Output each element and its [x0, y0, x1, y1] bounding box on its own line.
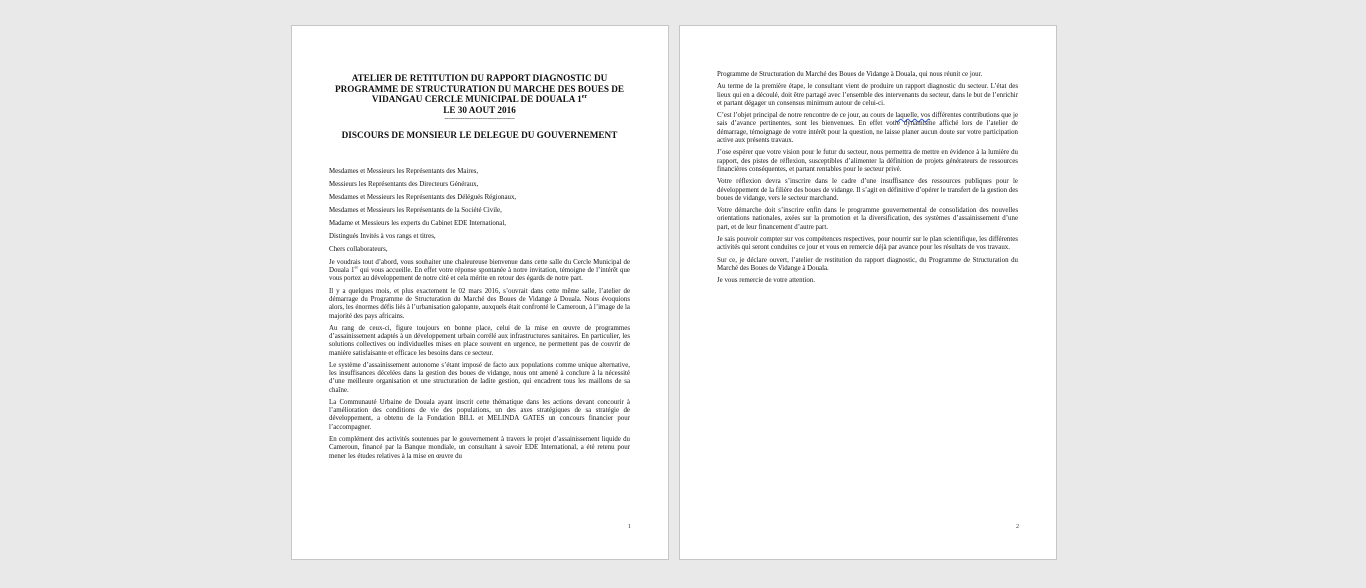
paragraph: Votre réflexion devra s’inscrire dans le cadre d’une insuffisance des ressources publiques pour le développement de la filière des boues de vidange. Il s’agit en définitive d’opérer le transfert de la gestion des boues de vidange, vers le secteur marchand.: [717, 178, 1018, 202]
speech-subtitle: DISCOURS DE MONSIEUR LE DELEGUE DU GOUVERNEMENT: [341, 130, 618, 141]
paragraph: Au terme de la première étape, le consultant vient de produire un rapport diagnostic du secteur. L’état des lieux qui en a découlé, doit être partagé avec l’ensemble des intervenants du secteur, dans le but de l’enrichir et partant dégager un consensus minimum autour de celui-ci.: [717, 83, 1018, 107]
salutation-line: Mesdames et Messieurs les Représentants des Délégués Régionaux,: [329, 193, 517, 201]
paragraph: En complément des activités soutenues par le gouvernement à travers le projet d’assainissement liquide du Cameroun, financé par la Banque mondiale, un consultant à savoir EDE International, a été retenu pour mener les études relatives à la mise en œuvre du: [329, 435, 630, 460]
salutation-line: Messieurs les Représentants des Directeurs Généraux,: [329, 180, 479, 188]
paragraph: [329, 259, 630, 284]
page-1-content: [329, 73, 630, 465]
title-date: LE 30 AOUT 2016: [443, 104, 516, 115]
paragraph-text: Je voudrais tout d’abord, vous souhaiter une chaleureuse bienvenue dans cette salle du Cercle Municipal de Douala 1: [329, 258, 630, 275]
paragraph: Il y a quelques mois, et plus exactement le 02 mars 2016, s’ouvrait dans cette même salle, l’atelier de démarrage du Programme de Structuration du Marché des Boues de Vidange à Douala. Nous évoquions alors, les énormes défis liés à l’urbanisation galopante, auxquels était confronté le Cameroun, à l’image de la majorité des pays africains.: [329, 287, 630, 320]
spellcheck-flagged-text[interactable]: laquelle, vos: [895, 112, 931, 120]
salutation-line: Madame et Messieurs les experts du Cabinet EDE International,: [329, 219, 506, 227]
paragraph: Le système d’assainissement autonome s’étant imposé de facto aux populations comme unique alternative, les insuffisances décelées dans la gestion des boues de vidange, nous ont amené à conclure à la nécessité d’une meilleure organisation et une structuration de ladite gestion, qui encadrent tous les maillons de sa chaîne.: [329, 361, 630, 394]
paragraph: Au rang de ceux-ci, figure toujours en bonne place, celui de la mise en œuvre de programmes d’assainissement adaptés à un développement urbain corrélé aux infrastructures sanitaires. En particulier, les solutions collectives ou individuelles mises en place souvent en urgence, ne permettent pas de couvrir de manière satisfaisante et efficace les besoins dans ce secteur.: [329, 324, 630, 357]
paragraph-text: C’est l’objet principal de notre rencontre de ce jour, au cours de: [717, 112, 896, 120]
salutation-line: Chers collaborateurs,: [329, 245, 388, 253]
salutation-line: Mesdames et Messieurs les Représentants des Maires,: [329, 167, 479, 175]
paragraph: Votre démarche doit s’inscrire enfin dans le programme gouvernemental de consolidation des nouvelles orientations nationales, axées sur la promotion et la diversification, des systèmes d’assainissement d’une part, et de leur financement d’autre part.: [717, 207, 1018, 231]
paragraph: J’ose espérer que votre vision pour le futur du secteur, nous permettra de mettre en évidence à la lumière du rapport, des pistes de réflexion, susceptibles d’alimenter la définition de projets générateurs de ressources financières conséquentes, et partant rentables pour le secteur privé.: [717, 149, 1018, 173]
page-2-content: [717, 71, 1018, 290]
title-main: ATELIER DE RETITUTION DU RAPPORT DIAGNOSTIC DU PROGRAMME DE STRUCTURATION DU MARCHE DES BOUES DE VIDANGAU CERCLE MUNICIPAL DE DOUALA 1: [334, 73, 624, 105]
salutation-line: Mesdames et Messieurs les Représentants de la Société Civile,: [329, 206, 502, 214]
document-title: [333, 73, 626, 115]
paragraph: La Communauté Urbaine de Douala ayant inscrit cette thématique dans les actions devant concourir à l’amélioration des conditions de vie des populations, un des axes stratégiques de sa stratégie de développement, a obtenu de la Fondation BILL et MELINDA GATES un concours financier pour l’accompagner.: [329, 398, 630, 431]
title-superscript: er: [581, 94, 588, 101]
paragraph-text: qui vous accueille. En effet votre réponse spontanée à notre invitation, témoigne de l’intérêt que vous portez au développement de notre cité et cela mérite en retour des égards de notre part.: [329, 267, 630, 283]
salutation-line: Distingués Invités à vos rangs et titres,: [329, 232, 436, 240]
paragraph: [717, 112, 1018, 145]
paragraph: Sur ce, je déclare ouvert, l’atelier de restitution du rapport diagnostic, du Programme de Structuration du Marché des Boues de Vidange à Douala.: [717, 256, 1018, 272]
paragraph: Je vous remercie de votre attention.: [717, 277, 815, 285]
paragraph: Programme de Structuration du Marché des Boues de Vidange à Douala, qui nous réunit ce jour.: [717, 71, 983, 78]
paragraph-superscript: er: [354, 264, 358, 270]
page-number: 1: [628, 524, 631, 530]
page-number: 2: [1016, 524, 1019, 530]
document-page-2: [679, 25, 1057, 560]
paragraph: Je sais pouvoir compter sur vos compétences respectives, pour nourrir sur le plan scientifique, les différentes activités qui seront conduites ce jour et vous en remercie déjà par avance pour les résultats de vos travaux.: [717, 236, 1018, 252]
title-separator: ---------------------------------------: [444, 116, 515, 123]
paragraph-text: différentes contributions que je sais d’avance pertinentes, sont les bienvenues. En effet votre dynamisme affiché lors de l’atelier de démarrage, témoignage de votre intérêt pour la question, ne laisse planer aucun doute sur votre participation active aux présents travaux.: [717, 112, 1019, 145]
document-page-1: [291, 25, 669, 560]
